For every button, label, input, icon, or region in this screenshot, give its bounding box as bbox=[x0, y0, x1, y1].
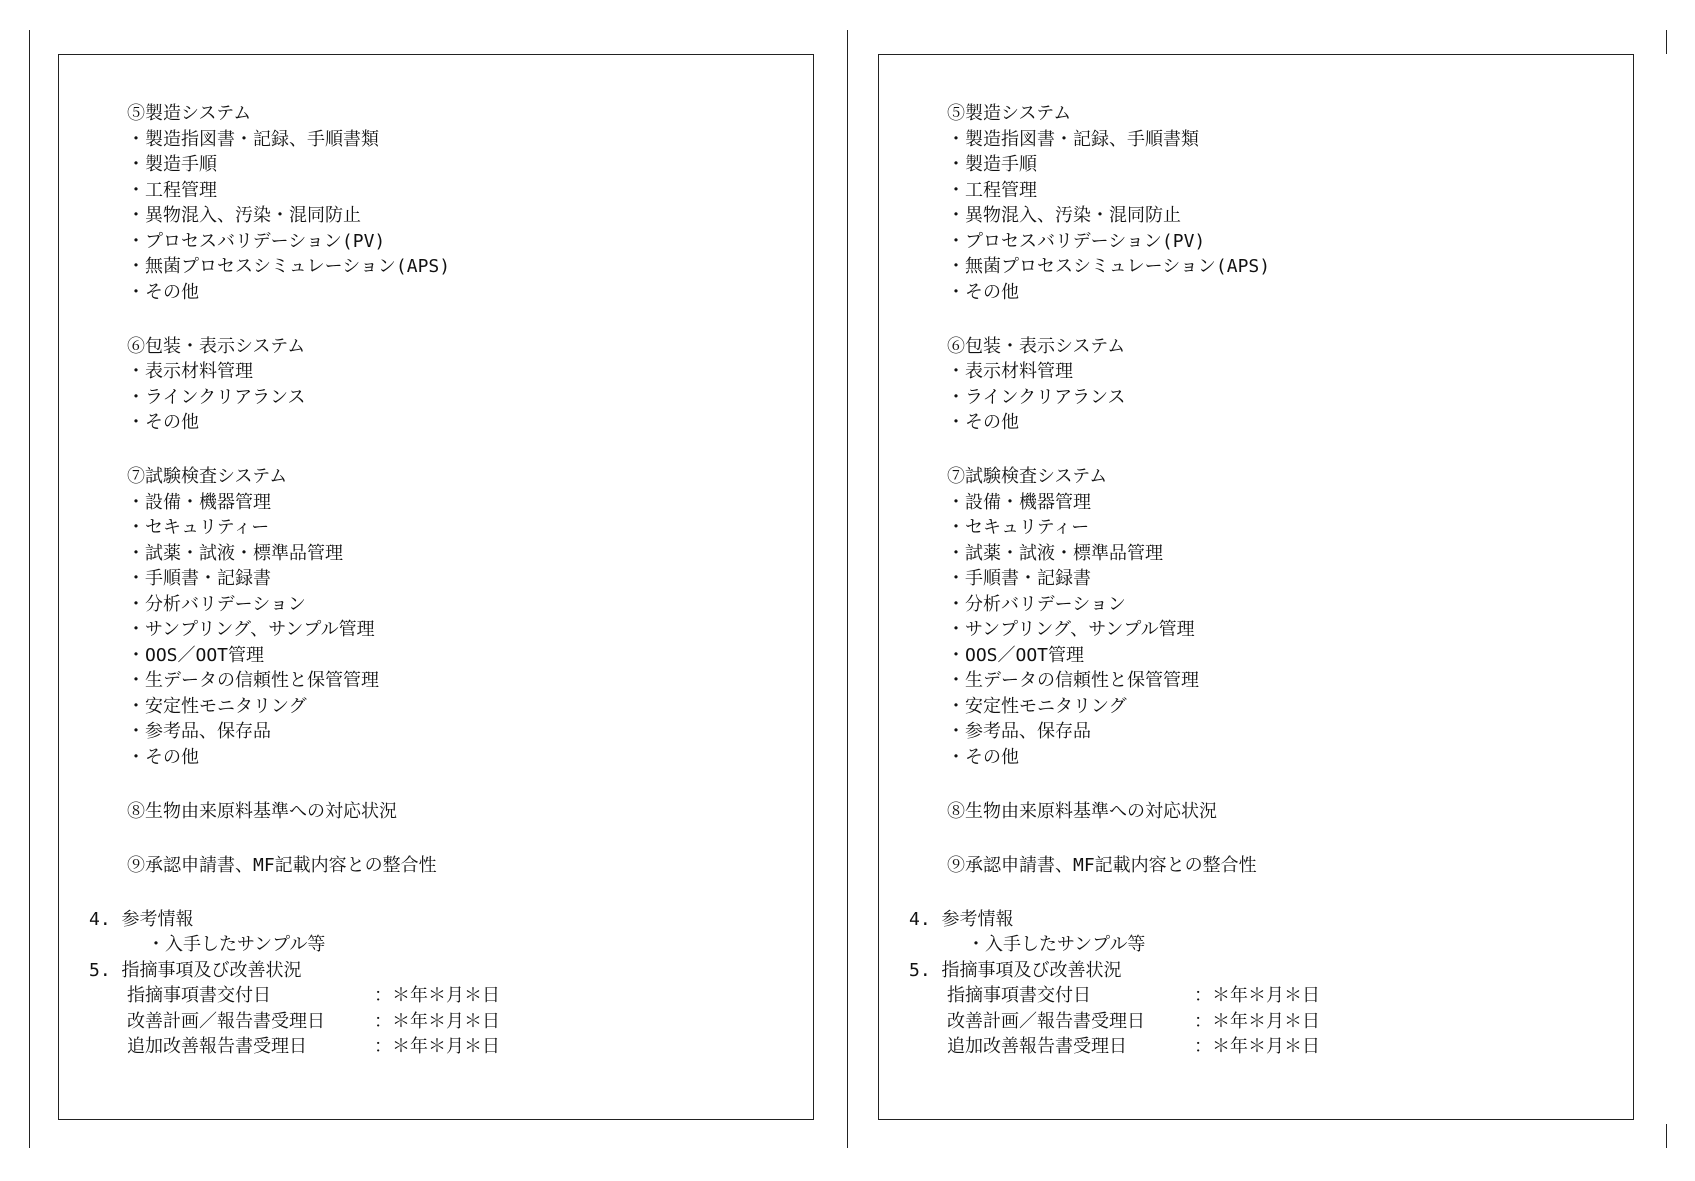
date-label: 追加改善報告書受理日 bbox=[947, 1036, 1127, 1057]
section-spacer bbox=[59, 305, 813, 334]
date-value: ：＊年＊月＊日 bbox=[374, 985, 500, 1006]
checklist-section bbox=[879, 464, 1633, 770]
date-value: ：＊年＊月＊日 bbox=[1194, 985, 1320, 1006]
findings-heading: 5. 指摘事項及び改善状況 bbox=[89, 959, 302, 981]
checklist-item: ・その他 bbox=[947, 412, 1019, 433]
date-label: 改善計画／報告書受理日 bbox=[947, 1010, 1145, 1032]
section-heading: ⑨承認申請書、MF記載内容との整合性 bbox=[127, 854, 437, 876]
checklist-section bbox=[59, 464, 813, 770]
checklist-item: ・サンプリング、サンプル管理 bbox=[127, 619, 375, 640]
checklist-item: ・工程管理 bbox=[947, 179, 1037, 201]
checklist-item: ・参考品、保存品 bbox=[127, 721, 271, 742]
section-heading: ⑤製造システム bbox=[947, 103, 1072, 124]
date-label: 指摘事項書交付日 bbox=[947, 985, 1091, 1006]
section-heading: ⑧生物由来原料基準への対応状況 bbox=[947, 800, 1217, 822]
right-margin-line-bottom bbox=[1666, 1124, 1667, 1148]
checklist-item: ・無菌プロセスシミュレーション(APS) bbox=[947, 256, 1271, 277]
section-spacer bbox=[879, 878, 1633, 907]
checklist-section bbox=[879, 853, 1633, 879]
checklist-item: ・設備・機器管理 bbox=[947, 491, 1091, 513]
section-heading: ⑥包装・表示システム bbox=[947, 335, 1126, 357]
section-heading: ⑥包装・表示システム bbox=[127, 335, 306, 357]
checklist-section bbox=[879, 799, 1633, 825]
left-margin-line bbox=[29, 30, 30, 1148]
reference-info-item: ・入手したサンプル等 bbox=[967, 934, 1146, 955]
section-spacer bbox=[59, 878, 813, 907]
document-page-left bbox=[58, 54, 814, 1120]
date-label: 指摘事項書交付日 bbox=[127, 985, 271, 1006]
date-value: ：＊年＊月＊日 bbox=[1194, 1010, 1320, 1032]
checklist-item: ・異物混入、汚染・混同防止 bbox=[947, 205, 1181, 226]
date-label: 追加改善報告書受理日 bbox=[127, 1036, 307, 1057]
checklist-item: ・OOS／OOT管理 bbox=[127, 644, 265, 666]
checklist-item: ・設備・機器管理 bbox=[127, 491, 271, 513]
checklist-item: ・安定性モニタリング bbox=[127, 695, 307, 717]
checklist-item: ・その他 bbox=[127, 412, 199, 433]
checklist-item: ・表示材料管理 bbox=[127, 361, 253, 382]
findings-date-row bbox=[59, 983, 813, 1009]
document-page-right bbox=[878, 54, 1634, 1120]
section-spacer bbox=[879, 770, 1633, 799]
checklist-item: ・その他 bbox=[127, 281, 199, 303]
section-spacer bbox=[59, 824, 813, 853]
section-spacer bbox=[59, 770, 813, 799]
checklist-item: ・生データの信頼性と保管管理 bbox=[947, 670, 1199, 691]
checklist-item: ・ラインクリアランス bbox=[127, 386, 306, 408]
checklist-section bbox=[59, 334, 813, 436]
checklist-item: ・試薬・試液・標準品管理 bbox=[127, 542, 343, 564]
checklist-item: ・分析バリデーション bbox=[127, 593, 306, 615]
checklist-item: ・参考品、保存品 bbox=[947, 721, 1091, 742]
findings-date-row bbox=[879, 983, 1633, 1009]
checklist-item: ・工程管理 bbox=[127, 179, 217, 201]
section-heading: ⑦試験検査システム bbox=[947, 466, 1108, 487]
checklist-item: ・プロセスバリデーション(PV) bbox=[127, 230, 386, 252]
checklist-item: ・製造手順 bbox=[947, 154, 1037, 175]
checklist-item: ・その他 bbox=[947, 746, 1019, 768]
section-spacer bbox=[879, 305, 1633, 334]
center-divider-line bbox=[847, 30, 848, 1148]
section-spacer bbox=[879, 824, 1633, 853]
page-content bbox=[59, 101, 813, 1060]
section-heading: ⑦試験検査システム bbox=[127, 466, 288, 487]
findings-date-row bbox=[59, 1034, 813, 1060]
findings-date-row bbox=[879, 1009, 1633, 1035]
checklist-section bbox=[59, 101, 813, 305]
checklist-item: ・製造指図書・記録、手順書類 bbox=[947, 128, 1199, 150]
checklist-item: ・製造手順 bbox=[127, 154, 217, 175]
date-value: ：＊年＊月＊日 bbox=[374, 1036, 500, 1057]
date-value: ：＊年＊月＊日 bbox=[374, 1010, 500, 1032]
checklist-item: ・セキュリティー bbox=[947, 517, 1090, 538]
checklist-item: ・製造指図書・記録、手順書類 bbox=[127, 128, 379, 150]
checklist-item: ・試薬・試液・標準品管理 bbox=[947, 542, 1163, 564]
checklist-item: ・OOS／OOT管理 bbox=[947, 644, 1085, 666]
date-value: ：＊年＊月＊日 bbox=[1194, 1036, 1320, 1057]
checklist-item: ・表示材料管理 bbox=[947, 361, 1073, 382]
checklist-section bbox=[59, 853, 813, 879]
section-spacer bbox=[879, 436, 1633, 465]
page-content bbox=[879, 101, 1633, 1060]
findings-date-row bbox=[879, 1034, 1633, 1060]
section-heading: ⑨承認申請書、MF記載内容との整合性 bbox=[947, 854, 1257, 876]
section-heading: ⑤製造システム bbox=[127, 103, 252, 124]
checklist-item: ・その他 bbox=[947, 281, 1019, 303]
findings-heading: 5. 指摘事項及び改善状況 bbox=[909, 959, 1122, 981]
checklist-section bbox=[59, 799, 813, 825]
reference-info-item: ・入手したサンプル等 bbox=[147, 934, 326, 955]
checklist-item: ・ラインクリアランス bbox=[947, 386, 1126, 408]
checklist-item: ・安定性モニタリング bbox=[947, 695, 1127, 717]
findings-date-row bbox=[59, 1009, 813, 1035]
checklist-item: ・手順書・記録書 bbox=[947, 568, 1091, 589]
reference-info-heading: 4. 参考情報 bbox=[89, 908, 194, 930]
checklist-item: ・その他 bbox=[127, 746, 199, 768]
checklist-item: ・プロセスバリデーション(PV) bbox=[947, 230, 1206, 252]
reference-info-heading: 4. 参考情報 bbox=[909, 908, 1014, 930]
checklist-item: ・セキュリティー bbox=[127, 517, 270, 538]
checklist-item: ・生データの信頼性と保管管理 bbox=[127, 670, 379, 691]
checklist-item: ・サンプリング、サンプル管理 bbox=[947, 619, 1195, 640]
checklist-section bbox=[879, 101, 1633, 305]
checklist-item: ・手順書・記録書 bbox=[127, 568, 271, 589]
checklist-item: ・分析バリデーション bbox=[947, 593, 1126, 615]
date-label: 改善計画／報告書受理日 bbox=[127, 1010, 325, 1032]
right-margin-line-top bbox=[1666, 30, 1667, 54]
checklist-section bbox=[879, 334, 1633, 436]
checklist-item: ・異物混入、汚染・混同防止 bbox=[127, 205, 361, 226]
section-spacer bbox=[59, 436, 813, 465]
section-heading: ⑧生物由来原料基準への対応状況 bbox=[127, 800, 397, 822]
checklist-item: ・無菌プロセスシミュレーション(APS) bbox=[127, 256, 451, 277]
